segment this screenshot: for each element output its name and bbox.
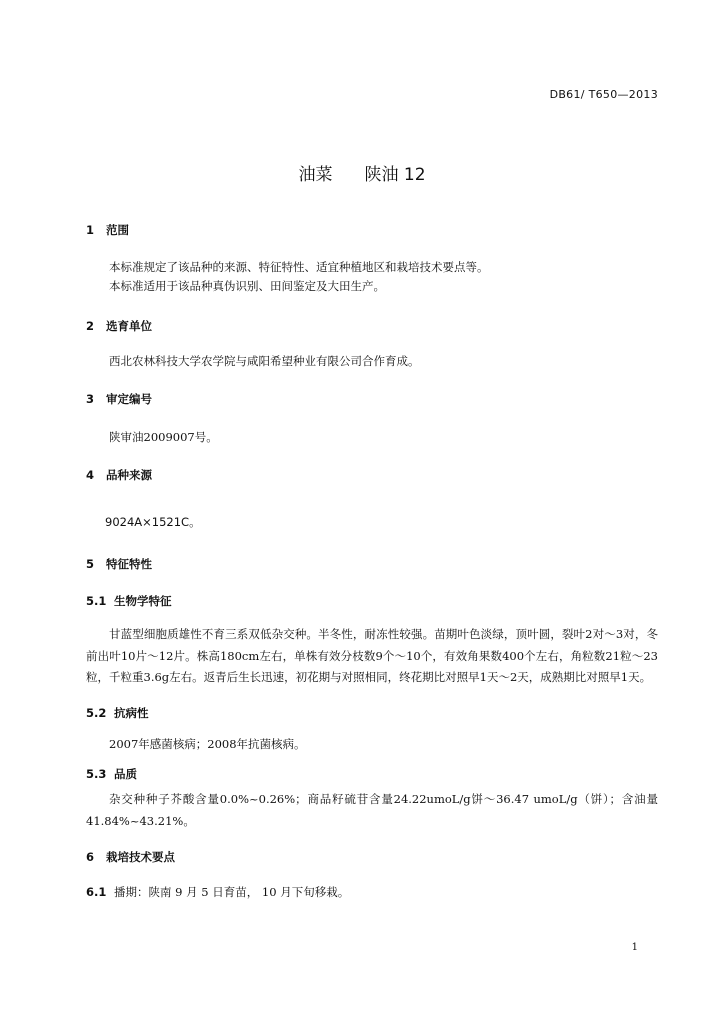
- section-title: 特征特性: [106, 557, 152, 571]
- section-4-line-1: 9024A×1521C。: [105, 515, 201, 529]
- section-4-heading: [86, 467, 152, 483]
- section-number: 5.1: [86, 594, 107, 608]
- section-number: 6.1: [86, 885, 107, 899]
- section-number: 1: [86, 223, 95, 237]
- section-6-heading: [86, 849, 175, 865]
- section-5-2-heading: [86, 705, 149, 721]
- section-title: 栽培技术要点: [106, 850, 175, 864]
- section-title: 抗病性: [114, 706, 149, 720]
- section-number: 5: [86, 557, 95, 571]
- page-number: 1: [631, 942, 638, 953]
- section-title: 范围: [106, 223, 129, 237]
- section-title: 审定编号: [106, 392, 152, 406]
- section-3-line-1: 陕审油2009007号。: [109, 430, 218, 444]
- section-1-heading: [86, 222, 129, 238]
- section-5-1-paragraph: [86, 624, 658, 689]
- section-number: 3: [86, 392, 95, 406]
- disease-resistance-text: 2007年感菌核病；2008年抗菌核病。: [109, 737, 306, 751]
- section-1-line-1: 本标准规定了该品种的来源、特征特性、适宜种植地区和栽培技术要点等。: [109, 260, 489, 274]
- section-5-3-paragraph: [86, 789, 658, 832]
- section-title: 生物学特征: [114, 594, 172, 608]
- document-title: [0, 160, 724, 185]
- section-number: 5.3: [86, 767, 107, 781]
- section-number: 2: [86, 319, 95, 333]
- sowing-date-text: 播期：陕南 9 月 5 日育苗， 10 月下旬移栽。: [114, 885, 350, 899]
- section-6-1-line: [86, 884, 349, 900]
- section-1-line-2: 本标准适用于该品种真伪识别、田间鉴定及大田生产。: [109, 279, 385, 293]
- standard-code: DB61/ T650—2013: [549, 88, 658, 101]
- section-2-line-1: 西北农林科技大学农学院与咸阳希望种业有限公司合作育成。: [109, 354, 420, 368]
- section-title: 选育单位: [106, 319, 152, 333]
- section-3-heading: [86, 391, 152, 407]
- section-5-heading: [86, 556, 152, 572]
- title-crop: 油菜: [298, 165, 333, 185]
- section-title: 品种来源: [106, 468, 152, 482]
- section-2-heading: [86, 318, 152, 334]
- section-number: 6: [86, 850, 95, 864]
- section-title: 品质: [114, 767, 137, 781]
- section-number: 5.2: [86, 706, 107, 720]
- title-variety: 陕油 12: [364, 165, 426, 185]
- section-5-3-heading: [86, 766, 137, 782]
- section-5-1-heading: [86, 593, 172, 609]
- biological-traits-text: 甘蓝型细胞质雄性不育三系双低杂交种。半冬性，耐冻性较强。苗期叶色淡绿，顶叶圆，裂叶2对～3对，冬前出叶10片～12片。株高180cm左右，单株有效分枝数9个～10个，有效角果数400个左右，角粒数21粒～23粒，千粒重3.6g左右。返青后生长迅速，初花期与对照相同，终花期比对照早1天～2天，成熟期比对照早1天。: [86, 627, 658, 684]
- quality-text: 杂交种种子芥酸含量0.0%~0.26%；商品籽硫苷含量24.22umoL/g饼～36.47 umoL/g（饼）；含油量41.84%~43.21%。: [86, 792, 658, 828]
- section-number: 4: [86, 468, 95, 482]
